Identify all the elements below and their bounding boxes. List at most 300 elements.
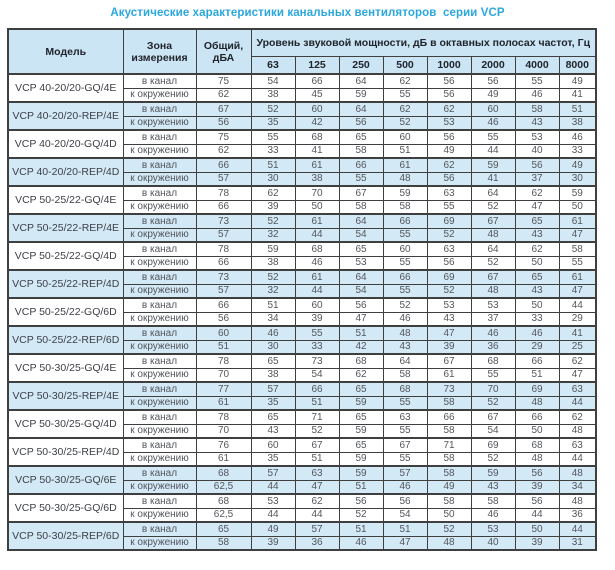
level-1000hz-value: 58 xyxy=(427,494,471,508)
level-63hz-value: 62 xyxy=(251,186,295,200)
level-250hz-value: 59 xyxy=(339,88,383,102)
col-header-freq-500: 500 xyxy=(383,57,427,75)
level-1000hz-value: 43 xyxy=(427,312,471,326)
col-header-freq-1000: 1000 xyxy=(427,57,471,75)
level-4000hz-value: 44 xyxy=(515,508,559,522)
level-4000hz-value: 53 xyxy=(515,130,559,144)
level-1000hz-value: 53 xyxy=(427,298,471,312)
level-1000hz-value: 53 xyxy=(427,116,471,130)
level-1000hz-value: 50 xyxy=(427,508,471,522)
level-63hz-value: 30 xyxy=(251,172,295,186)
level-125hz-value: 51 xyxy=(295,452,339,466)
level-125hz-value: 70 xyxy=(295,186,339,200)
level-2000hz-value: 52 xyxy=(471,256,515,270)
level-250hz-value: 54 xyxy=(339,284,383,298)
level-500hz-value: 48 xyxy=(383,172,427,186)
level-1000hz-value: 71 xyxy=(427,438,471,452)
level-125hz-value: 68 xyxy=(295,130,339,144)
level-2000hz-value: 43 xyxy=(471,480,515,494)
level-4000hz-value: 46 xyxy=(515,326,559,340)
level-125hz-value: 66 xyxy=(295,382,339,396)
level-2000hz-value: 55 xyxy=(471,368,515,382)
level-250hz-value: 59 xyxy=(339,466,383,480)
level-2000hz-value: 54 xyxy=(471,424,515,438)
level-250hz-value: 56 xyxy=(339,494,383,508)
level-2000hz-value: 53 xyxy=(471,298,515,312)
level-2000hz-value: 40 xyxy=(471,536,515,550)
level-125hz-value: 55 xyxy=(295,326,339,340)
level-63hz-value: 35 xyxy=(251,116,295,130)
col-header-frequency-group: Уровень звуковой мощности, дБ в октавных полосах частот, Гц xyxy=(251,29,596,57)
level-1000hz-value: 58 xyxy=(427,396,471,410)
level-125hz-value: 36 xyxy=(295,536,339,550)
level-125hz-value: 50 xyxy=(295,200,339,214)
level-125hz-value: 57 xyxy=(295,522,339,536)
level-125hz-value: 67 xyxy=(295,438,339,452)
model-name: VCP 50-30/25-REP/6D xyxy=(8,522,123,550)
level-4000hz-value: 50 xyxy=(515,522,559,536)
col-header-total: Общий, дБА xyxy=(196,29,251,74)
level-500hz-value: 55 xyxy=(383,284,427,298)
zone-label: в канал xyxy=(123,158,196,172)
level-63hz-value: 46 xyxy=(251,326,295,340)
level-63hz-value: 43 xyxy=(251,424,295,438)
level-63hz-value: 33 xyxy=(251,144,295,158)
table-header xyxy=(8,29,596,74)
table-row xyxy=(8,326,596,340)
total-dba-value: 62,5 xyxy=(196,508,251,522)
level-250hz-value: 65 xyxy=(339,438,383,452)
col-header-freq-63: 63 xyxy=(251,57,295,75)
level-250hz-value: 64 xyxy=(339,102,383,116)
level-125hz-value: 61 xyxy=(295,270,339,284)
level-250hz-value: 64 xyxy=(339,214,383,228)
level-8000hz-value: 41 xyxy=(559,326,596,340)
table-row xyxy=(8,102,596,116)
total-dba-value: 57 xyxy=(196,172,251,186)
level-125hz-value: 61 xyxy=(295,214,339,228)
level-125hz-value: 47 xyxy=(295,480,339,494)
level-2000hz-value: 48 xyxy=(471,228,515,242)
level-125hz-value: 71 xyxy=(295,410,339,424)
level-250hz-value: 65 xyxy=(339,130,383,144)
level-2000hz-value: 52 xyxy=(471,200,515,214)
level-250hz-value: 59 xyxy=(339,452,383,466)
level-63hz-value: 49 xyxy=(251,522,295,536)
level-1000hz-value: 58 xyxy=(427,466,471,480)
table-row xyxy=(8,158,596,172)
level-125hz-value: 42 xyxy=(295,116,339,130)
level-500hz-value: 61 xyxy=(383,158,427,172)
level-250hz-value: 67 xyxy=(339,186,383,200)
level-63hz-value: 57 xyxy=(251,382,295,396)
level-2000hz-value: 67 xyxy=(471,270,515,284)
level-8000hz-value: 51 xyxy=(559,102,596,116)
level-125hz-value: 52 xyxy=(295,424,339,438)
col-header-freq-2000: 2000 xyxy=(471,57,515,75)
level-8000hz-value: 33 xyxy=(559,144,596,158)
level-250hz-value: 59 xyxy=(339,396,383,410)
total-dba-value: 75 xyxy=(196,74,251,88)
zone-label: к окружению xyxy=(123,480,196,494)
zone-label: в канал xyxy=(123,438,196,452)
zone-label: к окружению xyxy=(123,116,196,130)
level-8000hz-value: 44 xyxy=(559,522,596,536)
table-row xyxy=(8,494,596,508)
level-4000hz-value: 56 xyxy=(515,466,559,480)
level-1000hz-value: 52 xyxy=(427,284,471,298)
zone-label: в канал xyxy=(123,354,196,368)
level-125hz-value: 62 xyxy=(295,494,339,508)
total-dba-value: 66 xyxy=(196,158,251,172)
model-name: VCP 40-20/20-REP/4D xyxy=(8,158,123,186)
model-name: VCP 50-30/25-REP/4D xyxy=(8,438,123,466)
level-500hz-value: 52 xyxy=(383,116,427,130)
level-1000hz-value: 39 xyxy=(427,340,471,354)
level-2000hz-value: 60 xyxy=(471,102,515,116)
level-63hz-value: 39 xyxy=(251,200,295,214)
level-63hz-value: 34 xyxy=(251,312,295,326)
level-63hz-value: 53 xyxy=(251,494,295,508)
total-dba-value: 57 xyxy=(196,228,251,242)
level-8000hz-value: 47 xyxy=(559,284,596,298)
total-dba-value: 62 xyxy=(196,88,251,102)
level-2000hz-value: 59 xyxy=(471,466,515,480)
level-8000hz-value: 62 xyxy=(559,354,596,368)
col-header-freq-250: 250 xyxy=(339,57,383,75)
zone-label: к окружению xyxy=(123,284,196,298)
level-8000hz-value: 46 xyxy=(559,130,596,144)
zone-label: в канал xyxy=(123,466,196,480)
level-63hz-value: 38 xyxy=(251,368,295,382)
level-2000hz-value: 46 xyxy=(471,326,515,340)
total-dba-value: 66 xyxy=(196,298,251,312)
level-63hz-value: 54 xyxy=(251,74,295,88)
level-8000hz-value: 50 xyxy=(559,200,596,214)
level-4000hz-value: 65 xyxy=(515,214,559,228)
level-500hz-value: 51 xyxy=(383,522,427,536)
model-name: VCP 50-30/25-GQ/4D xyxy=(8,410,123,438)
level-250hz-value: 52 xyxy=(339,508,383,522)
level-2000hz-value: 48 xyxy=(471,284,515,298)
model-name: VCP 50-30/25-GQ/6D xyxy=(8,494,123,522)
level-8000hz-value: 34 xyxy=(559,480,596,494)
col-header-freq-125: 125 xyxy=(295,57,339,75)
level-1000hz-value: 47 xyxy=(427,326,471,340)
total-dba-value: 77 xyxy=(196,382,251,396)
level-2000hz-value: 64 xyxy=(471,242,515,256)
level-250hz-value: 59 xyxy=(339,424,383,438)
total-dba-value: 70 xyxy=(196,368,251,382)
table-row xyxy=(8,522,596,536)
zone-label: в канал xyxy=(123,214,196,228)
level-125hz-value: 44 xyxy=(295,284,339,298)
table-row xyxy=(8,438,596,452)
level-8000hz-value: 25 xyxy=(559,340,596,354)
total-dba-value: 76 xyxy=(196,438,251,452)
level-500hz-value: 58 xyxy=(383,368,427,382)
level-8000hz-value: 41 xyxy=(559,88,596,102)
zone-label: к окружению xyxy=(123,368,196,382)
level-125hz-value: 33 xyxy=(295,340,339,354)
level-250hz-value: 55 xyxy=(339,172,383,186)
level-8000hz-value: 44 xyxy=(559,298,596,312)
level-125hz-value: 54 xyxy=(295,368,339,382)
level-63hz-value: 52 xyxy=(251,102,295,116)
level-4000hz-value: 68 xyxy=(515,438,559,452)
level-500hz-value: 55 xyxy=(383,396,427,410)
total-dba-value: 56 xyxy=(196,312,251,326)
level-2000hz-value: 56 xyxy=(471,74,515,88)
level-1000hz-value: 62 xyxy=(427,158,471,172)
level-1000hz-value: 62 xyxy=(427,102,471,116)
zone-label: в канал xyxy=(123,298,196,312)
level-125hz-value: 38 xyxy=(295,172,339,186)
level-500hz-value: 51 xyxy=(383,144,427,158)
zone-label: в канал xyxy=(123,326,196,340)
total-dba-value: 70 xyxy=(196,424,251,438)
level-1000hz-value: 52 xyxy=(427,522,471,536)
level-1000hz-value: 56 xyxy=(427,172,471,186)
total-dba-value: 68 xyxy=(196,466,251,480)
level-125hz-value: 63 xyxy=(295,466,339,480)
level-8000hz-value: 49 xyxy=(559,74,596,88)
level-8000hz-value: 48 xyxy=(559,424,596,438)
level-63hz-value: 44 xyxy=(251,480,295,494)
level-4000hz-value: 46 xyxy=(515,88,559,102)
level-500hz-value: 55 xyxy=(383,256,427,270)
total-dba-value: 58 xyxy=(196,536,251,550)
level-4000hz-value: 43 xyxy=(515,284,559,298)
level-250hz-value: 58 xyxy=(339,200,383,214)
level-2000hz-value: 67 xyxy=(471,410,515,424)
level-500hz-value: 58 xyxy=(383,200,427,214)
level-500hz-value: 48 xyxy=(383,326,427,340)
level-250hz-value: 54 xyxy=(339,228,383,242)
level-1000hz-value: 49 xyxy=(427,480,471,494)
level-4000hz-value: 62 xyxy=(515,242,559,256)
zone-label: в канал xyxy=(123,186,196,200)
level-63hz-value: 30 xyxy=(251,340,295,354)
level-8000hz-value: 58 xyxy=(559,242,596,256)
level-500hz-value: 43 xyxy=(383,340,427,354)
col-header-freq-4000: 4000 xyxy=(515,57,559,75)
level-1000hz-value: 48 xyxy=(427,536,471,550)
level-250hz-value: 47 xyxy=(339,312,383,326)
level-4000hz-value: 29 xyxy=(515,340,559,354)
level-4000hz-value: 33 xyxy=(515,312,559,326)
level-8000hz-value: 44 xyxy=(559,452,596,466)
level-500hz-value: 62 xyxy=(383,74,427,88)
level-250hz-value: 64 xyxy=(339,74,383,88)
level-500hz-value: 59 xyxy=(383,186,427,200)
table-row xyxy=(8,186,596,200)
total-dba-value: 61 xyxy=(196,396,251,410)
zone-label: к окружению xyxy=(123,144,196,158)
level-1000hz-value: 63 xyxy=(427,186,471,200)
level-2000hz-value: 52 xyxy=(471,396,515,410)
level-63hz-value: 51 xyxy=(251,158,295,172)
zone-label: в канал xyxy=(123,522,196,536)
level-8000hz-value: 62 xyxy=(559,410,596,424)
level-4000hz-value: 48 xyxy=(515,396,559,410)
level-2000hz-value: 68 xyxy=(471,354,515,368)
level-8000hz-value: 47 xyxy=(559,368,596,382)
level-500hz-value: 60 xyxy=(383,130,427,144)
zone-label: в канал xyxy=(123,382,196,396)
zone-label: в канал xyxy=(123,494,196,508)
level-1000hz-value: 56 xyxy=(427,88,471,102)
level-1000hz-value: 56 xyxy=(427,74,471,88)
zone-label: к окружению xyxy=(123,452,196,466)
level-2000hz-value: 46 xyxy=(471,508,515,522)
level-2000hz-value: 69 xyxy=(471,438,515,452)
total-dba-value: 51 xyxy=(196,340,251,354)
level-8000hz-value: 61 xyxy=(559,214,596,228)
level-8000hz-value: 47 xyxy=(559,228,596,242)
level-4000hz-value: 56 xyxy=(515,494,559,508)
zone-label: к окружению xyxy=(123,396,196,410)
level-63hz-value: 57 xyxy=(251,466,295,480)
level-250hz-value: 51 xyxy=(339,522,383,536)
level-125hz-value: 39 xyxy=(295,312,339,326)
model-name: VCP 40-20/20-GQ/4E xyxy=(8,74,123,102)
level-8000hz-value: 36 xyxy=(559,508,596,522)
level-500hz-value: 47 xyxy=(383,536,427,550)
level-1000hz-value: 73 xyxy=(427,382,471,396)
zone-label: к окружению xyxy=(123,256,196,270)
level-4000hz-value: 55 xyxy=(515,74,559,88)
level-4000hz-value: 66 xyxy=(515,354,559,368)
level-8000hz-value: 63 xyxy=(559,382,596,396)
zone-label: к окружению xyxy=(123,340,196,354)
level-1000hz-value: 67 xyxy=(427,354,471,368)
model-name: VCP 50-25/22-GQ/6D xyxy=(8,298,123,326)
level-4000hz-value: 50 xyxy=(515,298,559,312)
level-63hz-value: 55 xyxy=(251,130,295,144)
level-63hz-value: 39 xyxy=(251,536,295,550)
level-8000hz-value: 48 xyxy=(559,466,596,480)
level-125hz-value: 68 xyxy=(295,242,339,256)
level-8000hz-value: 29 xyxy=(559,312,596,326)
page-title: Акустические характеристики канальных вентиляторов серии VCP xyxy=(110,7,505,19)
level-2000hz-value: 55 xyxy=(471,130,515,144)
level-500hz-value: 63 xyxy=(383,410,427,424)
level-8000hz-value: 48 xyxy=(559,494,596,508)
acoustic-characteristics-table xyxy=(7,28,597,551)
level-4000hz-value: 37 xyxy=(515,172,559,186)
model-name: VCP 50-30/25-GQ/4E xyxy=(8,354,123,382)
total-dba-value: 66 xyxy=(196,200,251,214)
level-4000hz-value: 65 xyxy=(515,270,559,284)
level-8000hz-value: 31 xyxy=(559,536,596,550)
level-250hz-value: 51 xyxy=(339,326,383,340)
level-2000hz-value: 67 xyxy=(471,214,515,228)
zone-label: к окружению xyxy=(123,424,196,438)
level-250hz-value: 65 xyxy=(339,242,383,256)
level-1000hz-value: 55 xyxy=(427,200,471,214)
table-row xyxy=(8,74,596,88)
total-dba-value: 68 xyxy=(196,494,251,508)
table-body xyxy=(8,74,596,550)
level-125hz-value: 51 xyxy=(295,396,339,410)
level-4000hz-value: 51 xyxy=(515,368,559,382)
level-125hz-value: 41 xyxy=(295,144,339,158)
level-125hz-value: 45 xyxy=(295,88,339,102)
level-1000hz-value: 49 xyxy=(427,144,471,158)
total-dba-value: 75 xyxy=(196,130,251,144)
zone-label: в канал xyxy=(123,242,196,256)
level-250hz-value: 68 xyxy=(339,354,383,368)
total-dba-value: 62,5 xyxy=(196,480,251,494)
total-dba-value: 57 xyxy=(196,284,251,298)
model-name: VCP 50-25/22-GQ/4D xyxy=(8,242,123,270)
level-4000hz-value: 66 xyxy=(515,410,559,424)
level-500hz-value: 55 xyxy=(383,228,427,242)
level-250hz-value: 62 xyxy=(339,368,383,382)
level-63hz-value: 52 xyxy=(251,214,295,228)
header-row-main xyxy=(8,29,596,57)
level-500hz-value: 67 xyxy=(383,438,427,452)
col-header-freq-8000: 8000 xyxy=(559,57,596,75)
level-2000hz-value: 44 xyxy=(471,144,515,158)
level-500hz-value: 55 xyxy=(383,452,427,466)
table-row xyxy=(8,354,596,368)
level-4000hz-value: 56 xyxy=(515,158,559,172)
level-125hz-value: 44 xyxy=(295,508,339,522)
total-dba-value: 73 xyxy=(196,214,251,228)
level-500hz-value: 56 xyxy=(383,494,427,508)
zone-label: в канал xyxy=(123,270,196,284)
table-row xyxy=(8,270,596,284)
model-name: VCP 50-25/22-GQ/4E xyxy=(8,186,123,214)
level-125hz-value: 46 xyxy=(295,256,339,270)
level-4000hz-value: 69 xyxy=(515,382,559,396)
level-63hz-value: 65 xyxy=(251,410,295,424)
zone-label: в канал xyxy=(123,102,196,116)
total-dba-value: 78 xyxy=(196,242,251,256)
total-dba-value: 62 xyxy=(196,144,251,158)
level-2000hz-value: 58 xyxy=(471,494,515,508)
model-name: VCP 50-25/22-REP/6D xyxy=(8,326,123,354)
level-1000hz-value: 63 xyxy=(427,242,471,256)
level-4000hz-value: 62 xyxy=(515,186,559,200)
level-4000hz-value: 50 xyxy=(515,424,559,438)
level-63hz-value: 59 xyxy=(251,242,295,256)
total-dba-value: 78 xyxy=(196,410,251,424)
level-2000hz-value: 52 xyxy=(471,452,515,466)
total-dba-value: 60 xyxy=(196,326,251,340)
level-4000hz-value: 40 xyxy=(515,144,559,158)
level-1000hz-value: 58 xyxy=(427,424,471,438)
model-name: VCP 50-25/22-REP/4D xyxy=(8,270,123,298)
level-500hz-value: 62 xyxy=(383,102,427,116)
level-500hz-value: 55 xyxy=(383,88,427,102)
total-dba-value: 56 xyxy=(196,116,251,130)
total-dba-value: 67 xyxy=(196,102,251,116)
model-name: VCP 50-30/25-REP/4E xyxy=(8,382,123,410)
table-row xyxy=(8,298,596,312)
level-63hz-value: 38 xyxy=(251,256,295,270)
level-4000hz-value: 47 xyxy=(515,200,559,214)
col-header-model: Модель xyxy=(8,29,123,74)
zone-label: к окружению xyxy=(123,88,196,102)
level-500hz-value: 55 xyxy=(383,424,427,438)
level-250hz-value: 56 xyxy=(339,116,383,130)
table-row xyxy=(8,382,596,396)
level-2000hz-value: 64 xyxy=(471,186,515,200)
level-1000hz-value: 52 xyxy=(427,228,471,242)
